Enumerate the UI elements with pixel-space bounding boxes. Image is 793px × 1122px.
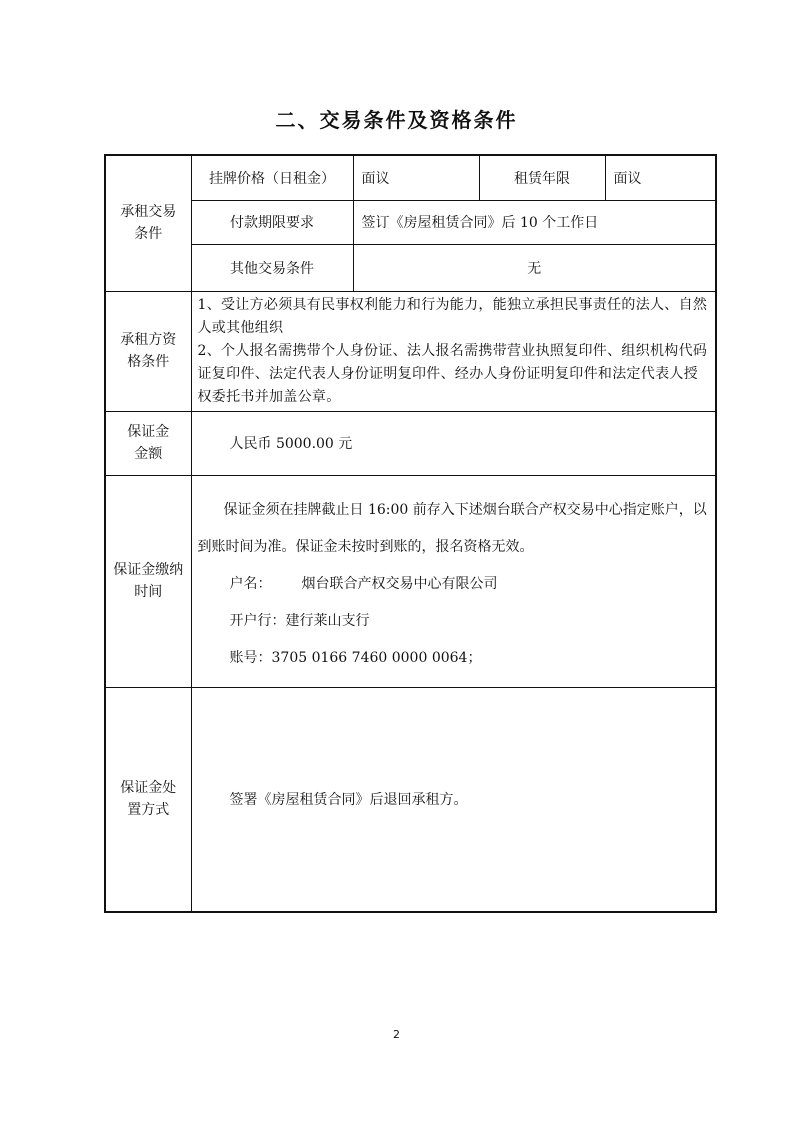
payment-deadline-value: 签订《房屋租赁合同》后 10 个工作日 bbox=[353, 200, 716, 244]
account-number-value: 3705 0166 7460 0000 0064； bbox=[271, 649, 482, 666]
qualification-category: 承租方资格条件 bbox=[105, 291, 191, 411]
conditions-table bbox=[104, 154, 717, 913]
qualification-content bbox=[191, 291, 716, 411]
account-number-label: 账号： bbox=[229, 649, 272, 666]
table-row bbox=[105, 411, 716, 475]
lease-term-label: 租赁年限 bbox=[479, 155, 605, 200]
other-conditions-value: 无 bbox=[353, 244, 716, 291]
account-number-line bbox=[198, 640, 710, 677]
listing-price-label: 挂牌价格（日租金） bbox=[191, 155, 353, 200]
page-number: 2 bbox=[393, 1028, 400, 1041]
account-name-line bbox=[198, 566, 710, 603]
qualification-item-1: 1、受让方必须具有民事权利能力和行为能力，能独立承担民事责任的法人、自然人或其他组织 bbox=[197, 296, 708, 336]
trade-conditions-category: 承租交易条件 bbox=[105, 155, 191, 291]
other-conditions-label: 其他交易条件 bbox=[191, 244, 353, 291]
bank-value: 建行莱山支行 bbox=[285, 612, 370, 629]
bank-label: 开户行： bbox=[229, 612, 286, 629]
qualification-item-2: 2、个人报名需携带个人身份证、法人报名需携带营业执照复印件、组织机构代码证复印件、法定代表人身份证明复印件、经办人身份证明复印件和法定代表人授权委托书并加盖公章。 bbox=[197, 342, 708, 405]
deposit-payment-text: 保证金须在挂牌截止日 16:00 前存入下述烟台联合产权交易中心指定账户，以到账时间为准。保证金未按时到账的，报名资格无效。 bbox=[197, 501, 707, 555]
bank-line bbox=[198, 603, 710, 640]
account-name-label: 户名： bbox=[229, 575, 272, 592]
table-row bbox=[105, 244, 716, 291]
listing-price-value: 面议 bbox=[353, 155, 479, 200]
deposit-amount-value: 人民币 5000.00 元 bbox=[191, 411, 716, 475]
deposit-amount-category: 保证金金额 bbox=[105, 411, 191, 475]
page-title: 二、交易条件及资格条件 bbox=[275, 108, 518, 132]
table-row bbox=[105, 687, 716, 912]
table-row bbox=[105, 291, 716, 411]
table-row bbox=[105, 475, 716, 687]
deposit-payment-category: 保证金缴纳时间 bbox=[105, 475, 191, 687]
account-name-value: 烟台联合产权交易中心有限公司 bbox=[301, 575, 498, 592]
table-row bbox=[105, 155, 716, 200]
deposit-handling-category: 保证金处置方式 bbox=[105, 687, 191, 912]
table-row bbox=[105, 200, 716, 244]
payment-deadline-label: 付款期限要求 bbox=[191, 200, 353, 244]
deposit-payment-content bbox=[191, 475, 716, 687]
deposit-handling-value: 签署《房屋租赁合同》后退回承租方。 bbox=[191, 687, 716, 912]
lease-term-value: 面议 bbox=[605, 155, 716, 200]
